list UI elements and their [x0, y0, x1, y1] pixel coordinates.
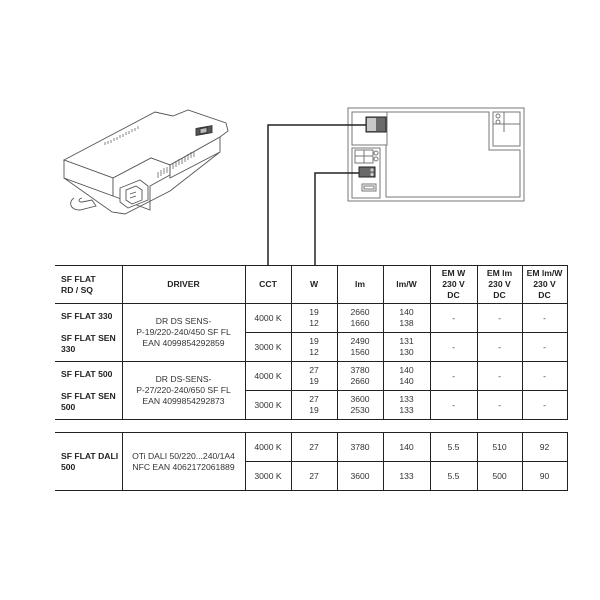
value: 138 — [399, 318, 414, 328]
header-model-line2: RD / SQ — [61, 284, 93, 295]
header-em-w-l2: 230 V — [442, 279, 465, 289]
value: 2530 — [350, 405, 370, 415]
lmw-cell — [383, 391, 430, 420]
w-cell — [291, 391, 337, 420]
driver-line: OTi DALI 50/220...240/1A4 — [132, 450, 235, 461]
driver-line: DR DS SENS- — [155, 316, 212, 326]
driver-line: NFC EAN 4062172061889 — [132, 461, 235, 472]
driver-line: EAN 4099854292859 — [142, 338, 225, 348]
em-lmw-cell: 92 — [522, 433, 567, 462]
em-w-cell: - — [430, 333, 477, 362]
header-em-lm-l3: DC — [493, 290, 506, 300]
model-name: SF FLAT 500 — [61, 368, 113, 379]
em-lm-cell: - — [477, 362, 522, 391]
model-name: SF FLAT SEN 330 — [61, 332, 116, 354]
em-w-cell: 5.5 — [430, 433, 477, 462]
em-lmw-cell: - — [522, 333, 567, 362]
value: 27 — [309, 394, 319, 404]
value: 19 — [309, 376, 319, 386]
em-lm-cell: 500 — [477, 462, 522, 491]
header-lmw: lm/W — [383, 266, 430, 304]
header-em-lmw-l3: DC — [538, 290, 551, 300]
value: 131 — [399, 336, 414, 346]
header-em-w-l1: EM W — [441, 268, 466, 278]
spec-table-dali — [55, 432, 568, 491]
table-row — [55, 362, 567, 391]
spec-table-standard — [55, 265, 568, 420]
em-lmw-cell: - — [522, 304, 567, 333]
model-name: SF FLAT 330 — [61, 310, 113, 321]
header-em-lm-l1: EM lm — [486, 268, 513, 278]
driver-cell — [122, 304, 245, 362]
w-cell: 27 — [291, 462, 337, 491]
value: 133 — [399, 394, 414, 404]
em-lmw-cell: 90 — [522, 462, 567, 491]
value: 27 — [309, 365, 319, 375]
header-model — [55, 266, 122, 304]
w-cell: 27 — [291, 433, 337, 462]
cct-cell: 3000 K — [245, 462, 291, 491]
model-cell — [55, 362, 122, 420]
em-lmw-cell: - — [522, 362, 567, 391]
driver-line: DR DS-SENS- — [155, 374, 212, 384]
w-cell — [291, 304, 337, 333]
value: 2660 — [350, 307, 370, 317]
em-lm-cell: 510 — [477, 433, 522, 462]
value: 140 — [399, 307, 414, 317]
table-header-row — [55, 266, 567, 304]
value: 19 — [309, 405, 319, 415]
lmw-cell: 133 — [383, 462, 430, 491]
value: 2490 — [350, 336, 370, 346]
value: 1660 — [350, 318, 370, 328]
table-row — [55, 304, 567, 333]
em-lmw-cell: - — [522, 391, 567, 420]
w-cell — [291, 333, 337, 362]
model-name: SF FLAT SEN 500 — [61, 390, 116, 412]
em-w-cell: 5.5 — [430, 462, 477, 491]
driver-cell — [122, 433, 245, 491]
header-em-lmw — [522, 266, 567, 304]
value: 19 — [309, 336, 319, 346]
header-em-w — [430, 266, 477, 304]
em-lm-cell: - — [477, 333, 522, 362]
value: 3780 — [350, 365, 370, 375]
em-w-cell: - — [430, 304, 477, 333]
cct-cell: 3000 K — [245, 333, 291, 362]
value: 140 — [399, 376, 414, 386]
header-em-lm — [477, 266, 522, 304]
driver-isometric-drawing — [64, 110, 228, 214]
header-em-lmw-l1: EM lm/W — [526, 268, 563, 278]
lmw-cell — [383, 333, 430, 362]
header-lm: lm — [337, 266, 383, 304]
value: 2660 — [350, 376, 370, 386]
driver-line: P-19/220-240/450 SF FL — [136, 327, 231, 337]
header-w: W — [291, 266, 337, 304]
value: 130 — [399, 347, 414, 357]
em-w-cell: - — [430, 391, 477, 420]
lm-cell — [337, 333, 383, 362]
value: 133 — [399, 405, 414, 415]
lmw-cell — [383, 362, 430, 391]
header-cct: CCT — [245, 266, 291, 304]
dip-switch-1 — [366, 117, 386, 132]
value: 12 — [309, 318, 319, 328]
lm-cell — [337, 391, 383, 420]
value: 3600 — [350, 394, 370, 404]
em-lm-cell: - — [477, 391, 522, 420]
value: 1560 — [350, 347, 370, 357]
value: 12 — [309, 347, 319, 357]
model-cell — [55, 304, 122, 362]
em-lm-cell: - — [477, 304, 522, 333]
dip-switch-2 — [359, 167, 375, 177]
lm-cell: 3600 — [337, 462, 383, 491]
driver-line: P-27/220-240/650 SF FL — [136, 385, 231, 395]
lm-cell: 3780 — [337, 433, 383, 462]
lmw-cell — [383, 304, 430, 333]
header-em-w-l3: DC — [447, 290, 460, 300]
header-model-line1: SF FLAT — [61, 273, 96, 284]
cct-cell: 4000 K — [245, 433, 291, 462]
header-driver: DRIVER — [122, 266, 245, 304]
value: 140 — [399, 365, 414, 375]
lm-cell — [337, 362, 383, 391]
header-em-lm-l2: 230 V — [488, 279, 511, 289]
cct-cell: 4000 K — [245, 304, 291, 333]
lmw-cell: 140 — [383, 433, 430, 462]
em-w-cell: - — [430, 362, 477, 391]
lm-cell — [337, 304, 383, 333]
model-cell: SF FLAT DALI 500 — [55, 433, 122, 491]
table-row — [55, 433, 567, 462]
value: 19 — [309, 307, 319, 317]
driver-line: EAN 4099854292873 — [142, 396, 225, 406]
driver-illustration — [0, 0, 600, 270]
driver-cell — [122, 362, 245, 420]
header-em-lmw-l2: 230 V — [533, 279, 556, 289]
cct-cell: 3000 K — [245, 391, 291, 420]
w-cell — [291, 362, 337, 391]
cct-cell: 4000 K — [245, 362, 291, 391]
